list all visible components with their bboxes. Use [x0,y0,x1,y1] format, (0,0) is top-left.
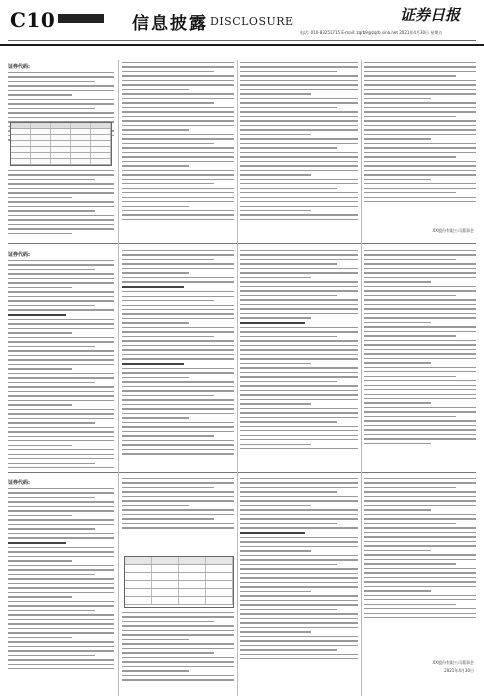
section-title-en: DISCLOSURE [210,15,294,28]
data-table [10,122,112,166]
top-column-3 [240,62,358,240]
header-rule [8,40,476,41]
mid-column-1 [8,250,114,468]
signature-date: 2021年4月30日 [444,668,474,673]
section-title-cn: 信息披露 [132,14,208,34]
page-number: C10 [10,8,56,32]
notice-title: 证券代码: [8,64,30,70]
top-column-2 [122,62,234,240]
page-header [0,0,484,46]
data-table-2 [124,556,234,608]
newspaper-logo: 证券日报 [400,6,461,24]
top-column-4 [364,62,476,240]
column-rule-1 [118,60,119,696]
bottom-column-2 [122,478,234,552]
bottom-column-2b [122,612,234,694]
signature-top: XX股份有限公司董事会 [432,228,474,233]
notice-title: 证券代码: [8,480,30,486]
signature-company: XX股份有限公司董事会 [432,660,474,665]
mid-column-4 [364,250,476,468]
bottom-column-3 [240,478,358,694]
column-rule-2 [237,60,238,696]
mid-column-3 [240,250,358,468]
contact-line: 电话: 010-83251715 E-mail: zqrb9@zqrb.sina.net 2021年4月30日 星期五 [300,30,443,35]
column-rule-3 [361,60,362,696]
bottom-column-4 [364,478,476,648]
bottom-column-1 [8,478,114,694]
page-code-bar [58,14,104,23]
band-divider-1 [8,243,476,244]
band-divider-2 [8,472,476,473]
mid-column-2 [122,250,234,468]
top-column-1b [8,170,114,240]
notice-title: 证券代码: [8,252,30,258]
